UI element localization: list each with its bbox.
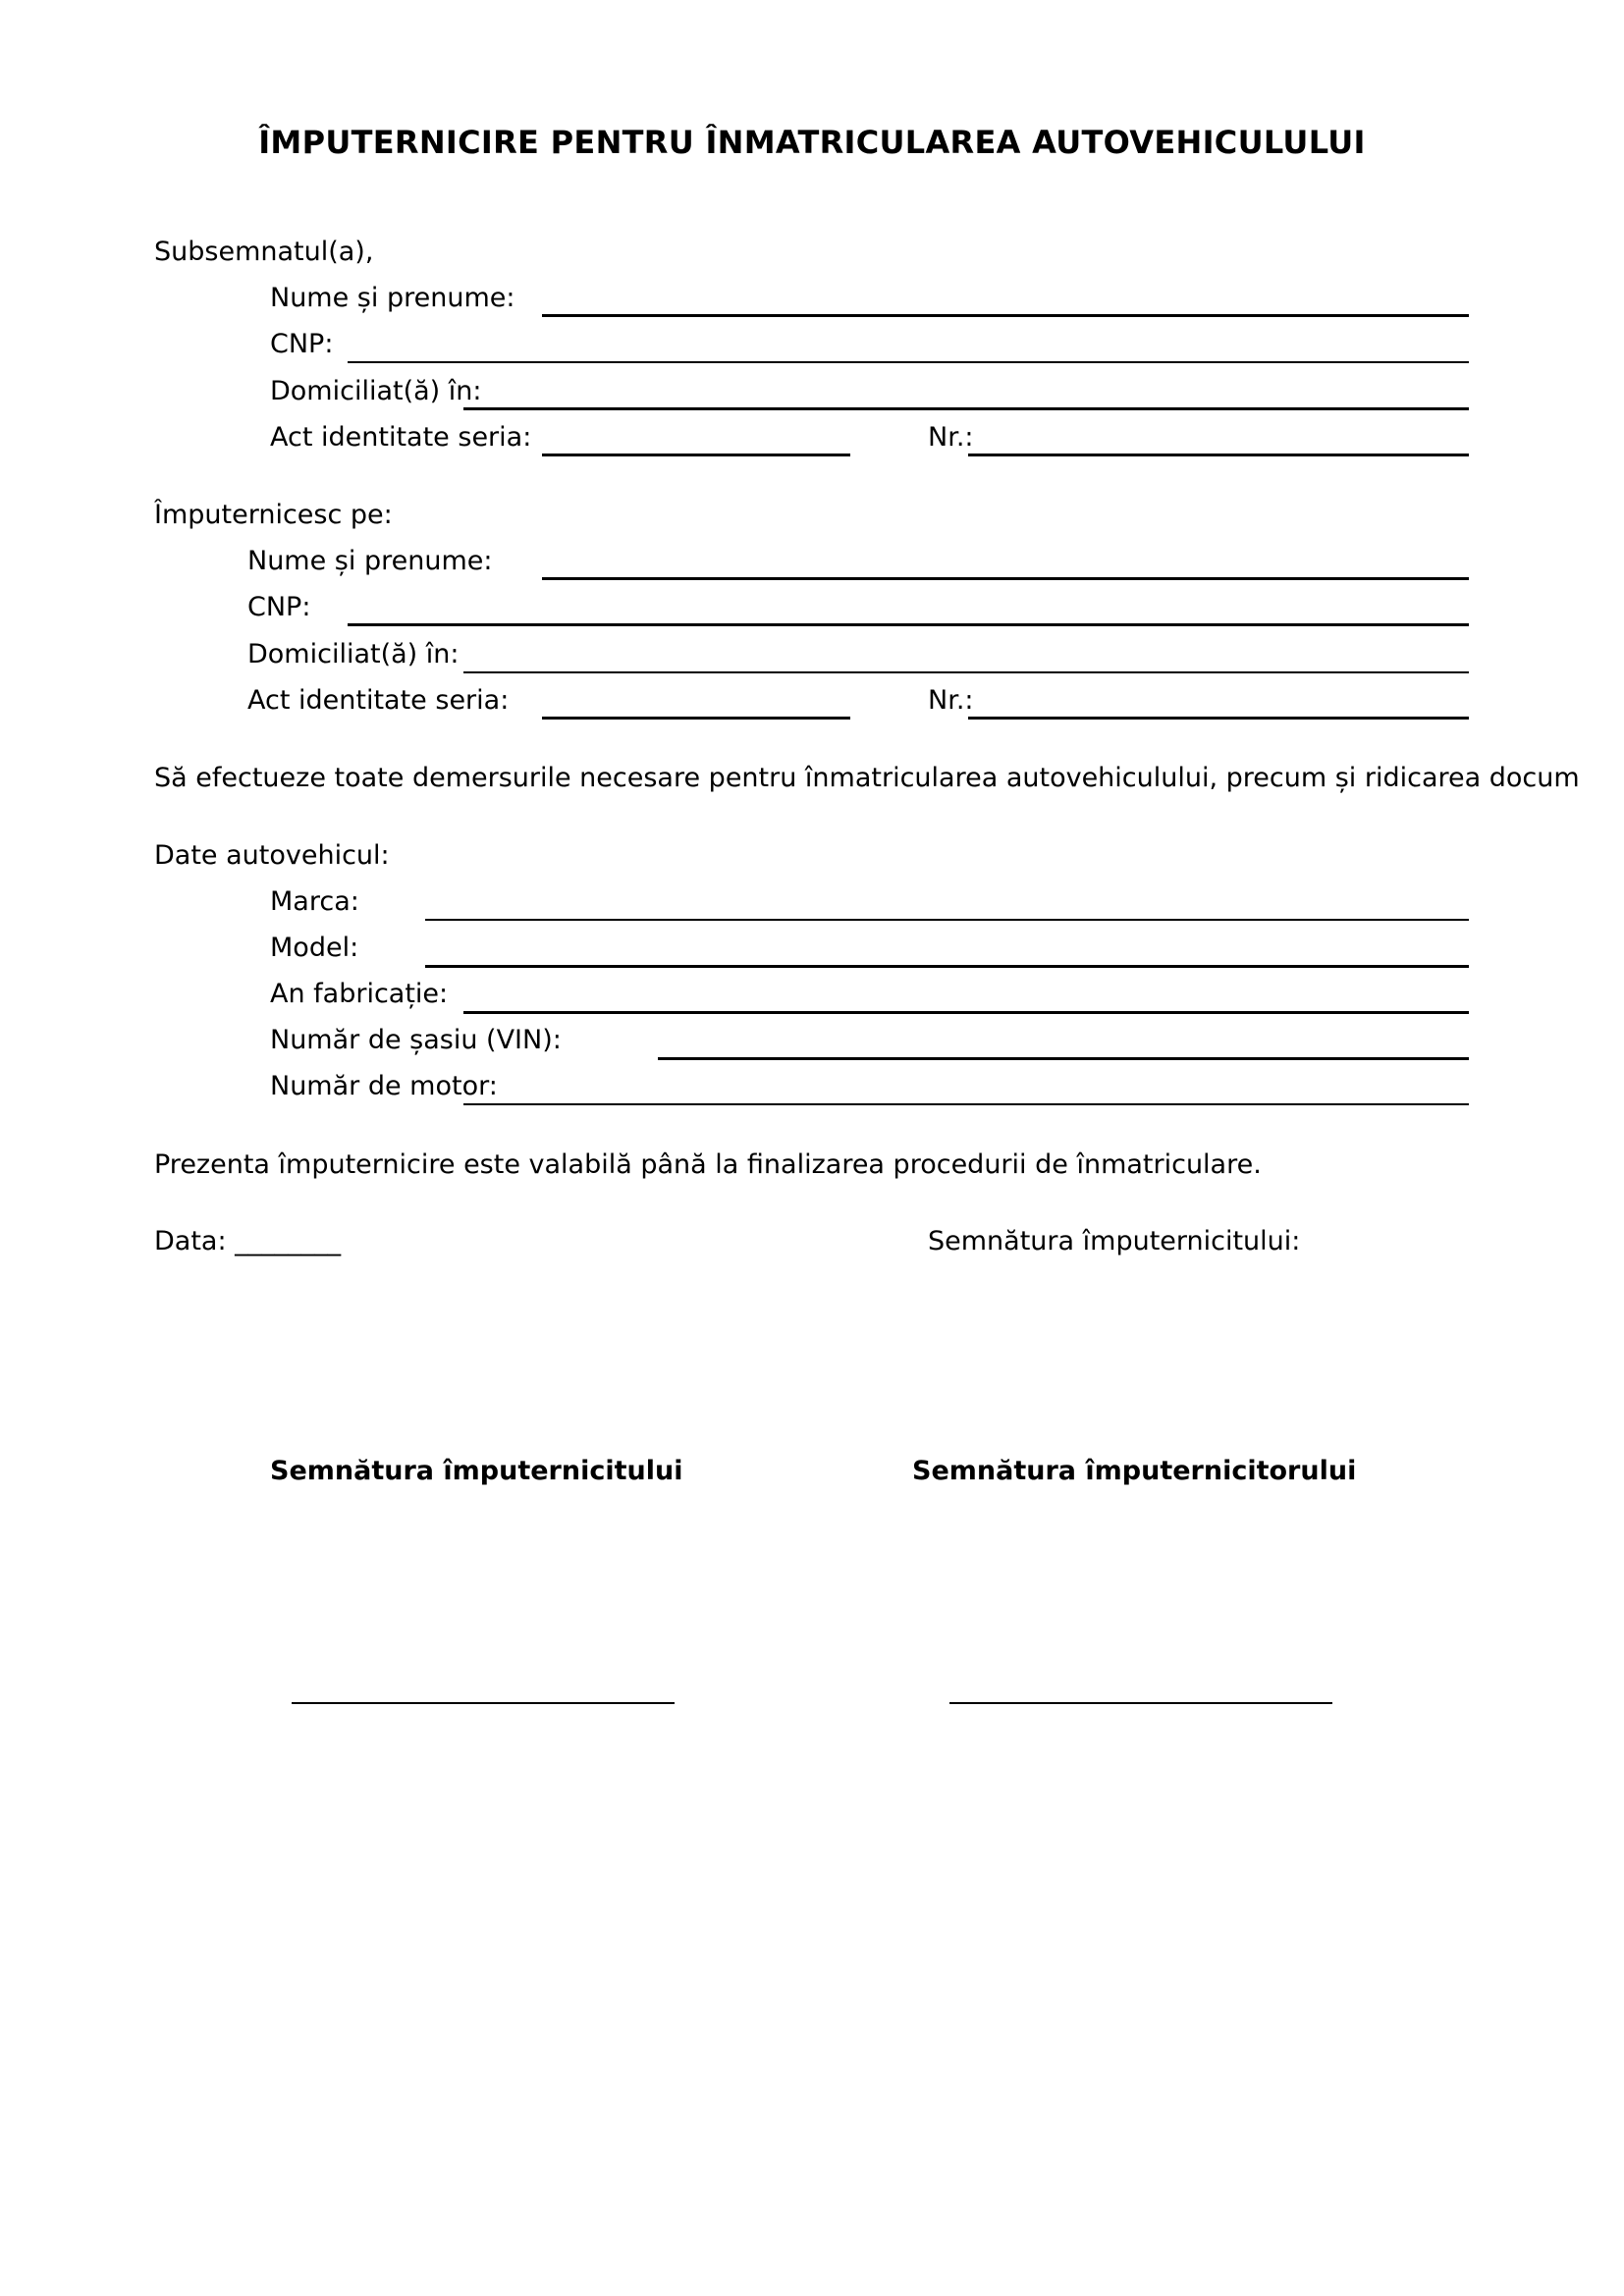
grantee-domicile-field[interactable] (463, 671, 1469, 673)
signature-grantor-line[interactable] (949, 1702, 1332, 1704)
vehicle-engine-field[interactable] (463, 1103, 1469, 1105)
grantee-cnp-label: CNP: (247, 592, 311, 622)
grantee-id-number-field[interactable] (968, 717, 1469, 720)
signature-grantee-heading: Semnătura împuternicitului (270, 1456, 683, 1486)
vehicle-model-label: Model: (270, 933, 359, 963)
mandate-text: Să efectueze toate demersurile necesare pentru înmatricularea autovehiculului, precum și ridicarea docum (154, 763, 1580, 793)
vehicle-year-field[interactable] (463, 1011, 1469, 1014)
grantee-name-field[interactable] (542, 577, 1469, 580)
signature-grantor-heading: Semnătura împuternicitorului (912, 1456, 1357, 1486)
grantee-domicile-label: Domiciliat(ă) în: (247, 639, 460, 669)
vehicle-intro: Date autovehicul: (154, 840, 390, 871)
grantee-name-label: Nume și prenume: (247, 546, 493, 576)
signature-grantee-inline-label: Semnătura împuternicitului: (928, 1226, 1301, 1256)
grantor-cnp-label: CNP: (270, 329, 334, 359)
vehicle-vin-field[interactable] (658, 1057, 1469, 1060)
grantor-name-field[interactable] (542, 314, 1469, 317)
grantor-id-series-label: Act identitate seria: (270, 422, 532, 453)
vehicle-year-label: An fabricație: (270, 979, 449, 1009)
grantee-id-series-field[interactable] (542, 717, 850, 720)
vehicle-engine-label: Număr de motor: (270, 1071, 498, 1101)
document-title: ÎMPUTERNICIRE PENTRU ÎNMATRICULAREA AUTOVEHICULULUI (258, 124, 1366, 161)
grantor-id-series-field[interactable] (542, 454, 850, 456)
vehicle-model-field[interactable] (425, 965, 1469, 968)
grantor-domicile-label: Domiciliat(ă) în: (270, 376, 482, 406)
grantor-intro: Subsemnatul(a), (154, 237, 374, 267)
vehicle-brand-label: Marca: (270, 886, 359, 917)
grantee-cnp-field[interactable] (348, 623, 1469, 626)
validity-text: Prezenta împuternicire este valabilă până la finalizarea procedurii de înmatriculare. (154, 1149, 1262, 1180)
grantee-id-series-label: Act identitate seria: (247, 685, 510, 716)
date-field[interactable]: Data: ________ (154, 1226, 342, 1256)
grantee-id-number-label: Nr.: (928, 685, 974, 716)
grantor-id-number-label: Nr.: (928, 422, 974, 453)
grantor-cnp-field[interactable] (348, 361, 1469, 363)
grantor-id-number-field[interactable] (968, 454, 1469, 456)
grantee-intro: Împuternicesc pe: (154, 500, 393, 530)
grantor-name-label: Nume și prenume: (270, 283, 515, 313)
vehicle-vin-label: Număr de șasiu (VIN): (270, 1025, 562, 1055)
signature-grantee-line[interactable] (292, 1702, 675, 1704)
grantor-domicile-field[interactable] (463, 407, 1469, 410)
vehicle-brand-field[interactable] (425, 919, 1469, 921)
